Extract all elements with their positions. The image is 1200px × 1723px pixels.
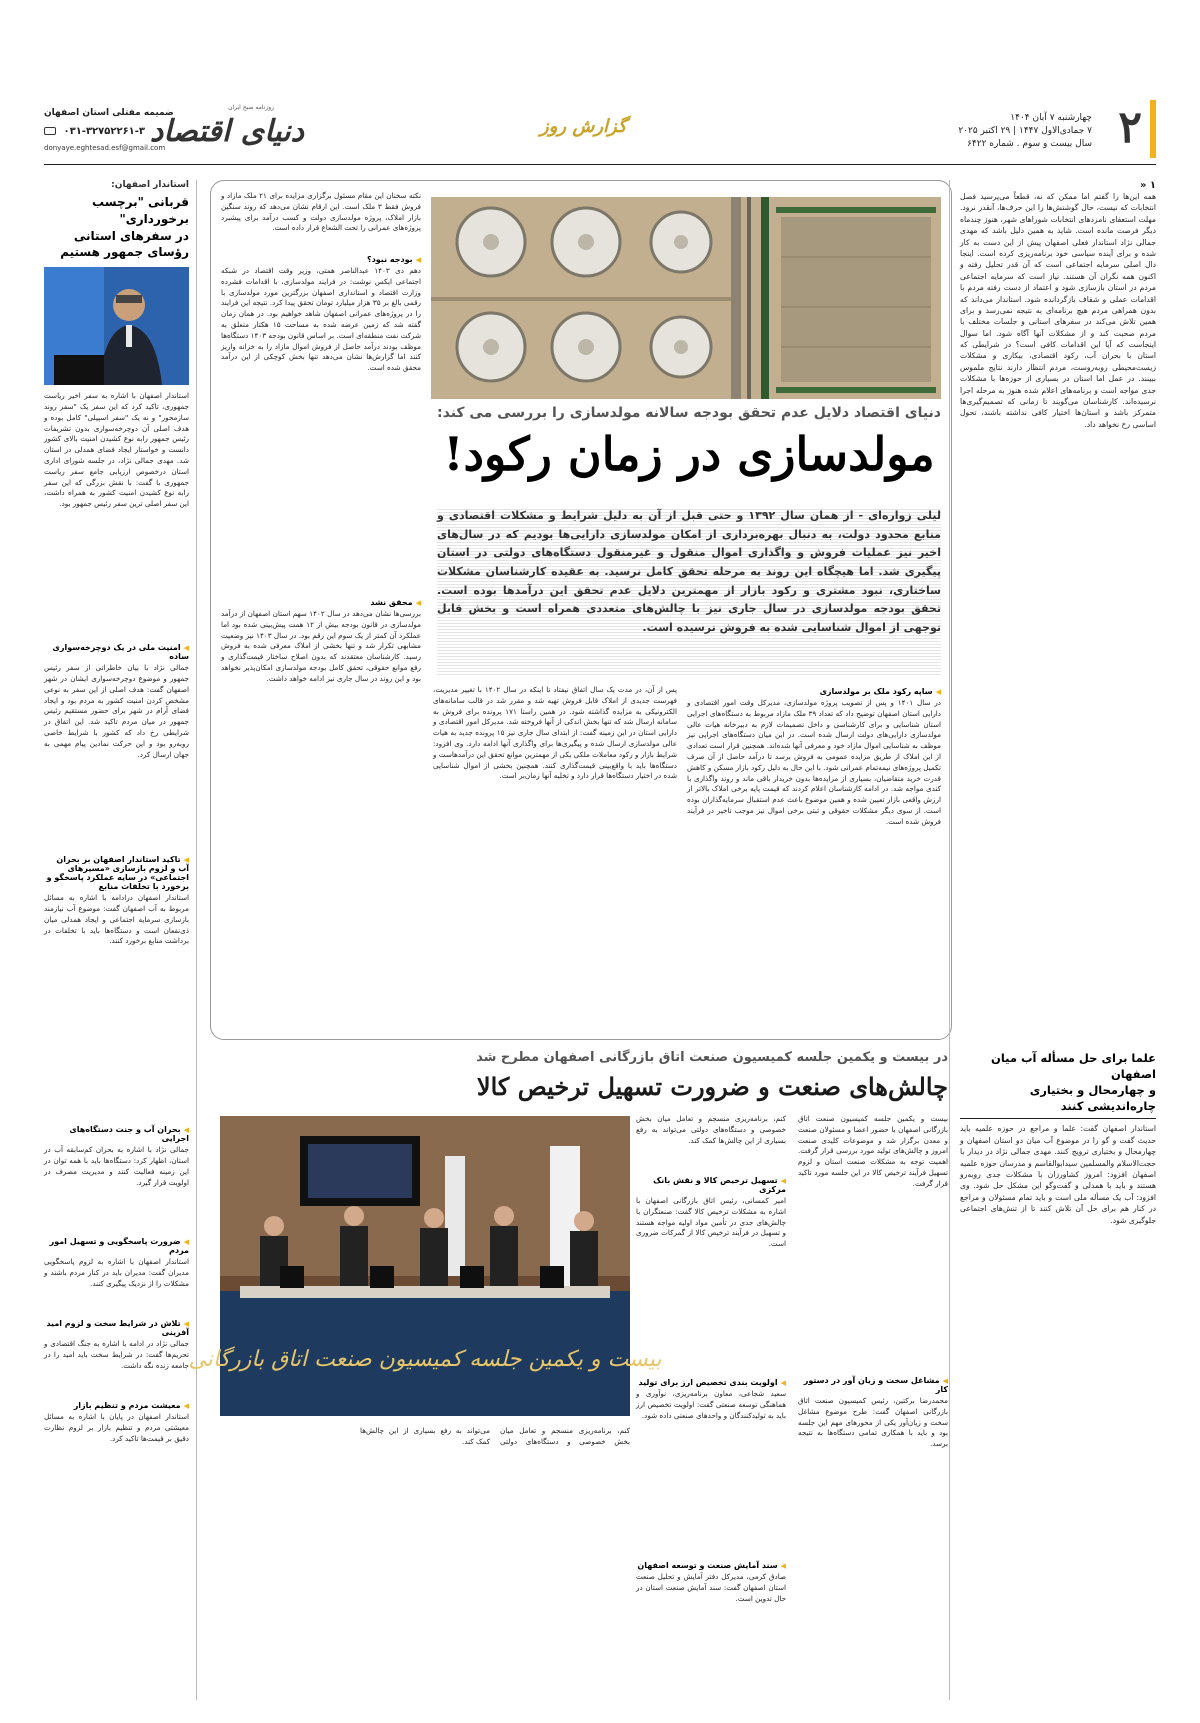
col3-text-b: دهم دی ۱۴۰۳ عبدالناصر همتی، وزیر وقت اقتصاد در شبکه اجتماعی ایکس نوشت: در فرایند مولدسازی، با اقدامات فشرده وزارت اقتصاد و استانداری اصفهان بزرگترین مورد مولدسازی با رقمی بالغ بر ۳۵ هزار میلیارد تومان تحقق پیدا کرد. نتیجه این فرایند را در پروژه‌های عمرانی اصفهان شاهد خواهیم بود. در همان زمان گفته شد که زمین عرضه شده به مساحت ۱۵ هکتار متعلق به شرکت نفت منطقه‌ای است. بر اساس قانون بودجه ۱۴۰۳ دستگاه‌ها موظف بودند درآمد حاصل از فروش اموال مازاد را به خزانه واریز کنند اما گزارش‌ها نشان می‌دهد تنها بخش کوچکی از این درآمد محقق شده است.: [221, 266, 422, 373]
second-kicker: در بیست و یکمین جلسه کمیسیون صنعت اتاق بازرگانی اصفهان مطرح شد: [476, 1050, 948, 1065]
left-sub-6: ◀ معیشت مردم و تنظیم بازار: [44, 1401, 189, 1410]
right-marker: ۱ «: [1139, 180, 1156, 191]
left-sub-4: ◀ ضرورت پاسخگویی و تسهیل امور مردم: [44, 1237, 189, 1255]
right-box-rule: [960, 1118, 1156, 1119]
section-title: گزارش روز: [540, 116, 627, 137]
left-body-5: استاندار اصفهان با اشاره به لزوم پاسخگویی مدیران گفت: مدیران باید در کنار مردم باشند و مشکلات را از نزدیک پیگیری کنند.: [44, 1257, 189, 1288]
left-label: استاندار اصفهان:: [111, 180, 189, 190]
left-body-1: استاندار اصفهان با اشاره به سفر اخیر ریاست جمهوری، تاکید کرد که این سفر یک "سفر روند سازمحور" و نه یک "سفر اسپیلی" کامل بوده و هدف اصلی آن دوچرخه‌سواری بدون تشریفات رئیس جمهور رابه نوع کشیدن امنیت بالای کشور دانست و خواستار ایجاد فضای همدلی در استان شد. مهدی جمالی نژاد، در جلسه شورای اداری استان درخصوص ارزیابی جامع سفر ریاست جمهوری با گفت: با نقش بزرگی که این سفر رابه نوع کشیدن امنیت کشور به همراه داشت، این سفر اصلی ترین سفر رئیس جمهور بود.: [44, 391, 189, 509]
logo-tag: روزنامه صبح ایران: [228, 104, 274, 111]
col2-text: پس از آن، در مدت یک سال اتفاق نیفتاد تا اینکه در سال ۱۴۰۲ با تغییر مدیریت، فهرست جدیدی از املاک قابل فروش تهیه شد و مقرر شد در قالب سامانه‌های الکترونیکی به مزایده گذاشته شود. در همین راستا ۱۷۱ پرونده برای فروش به سامانه ارسال شد که تنها بخش اندکی از آنها فروخته شد. مدیرکل امور اقتصادی و دارایی استان در این زمینه گفت: از ابتدای سال جاری نیز ۱۵ پرونده جدید به هیات عالی مولدسازی ارسال شده و پیگیری‌ها برای واگذاری آنها ادامه دارد. وی افزود: شرایط بازار و رکود معاملات ملکی یکی از مهمترین موانع تحقق این درآمدهاست و دستگاه‌ها باید با واقع‌بینی قیمت‌گذاری کنند. همچنین بخشی از اموال شناسایی شده در اختیار دستگاه‌ها قرار دارد و تخلیه آنها زمان‌بر است.: [433, 685, 678, 781]
main-lead: لیلی زواره‌ای - از همان سال ۱۳۹۲ و حتی قبل از آن به دلیل شرایط و مشکلات اقتصادی و منابع محدود دولت، به دنبال بهره‌برداری از امکان مولدسازی دارایی‌ها بودیم که در سال‌های اخیر نیز عملیات فروش و واگذاری اموال منقول و غیرمنقول دستگاه‌های دولتی در استان پیگیری شد. اما هیچگاه این روند به مرحله تحقق کامل نرسید. به عقیده کارشناسان مشکلات ساختاری، نبود مشتری و رکود بازار از مهمترین دلایل عدم تحقق این درآمدها بوده است. تحقق بودجه مولدسازی در سال جاری نیز با چالش‌های متعددی همراه است و بخش قابل توجهی از اموال شناسایی شده به فروش نرسیده است.: [437, 507, 941, 677]
col1-text: در سال ۱۴۰۱ و پس از تصویب پروژه مولدسازی، مدیرکل وقت امور اقتصادی و دارایی استان اصفهان توضیح داد که تعداد ۳۹ ملک مازاد مربوط به دستگاه‌های اجرایی استان شناسایی و برای کارشناسی و داخل تصمیمات لازم به دبیرخانه هیات عالی مولدسازی دارایی‌های دولت ارسال شده است. در این میان دستگاه‌های اجرایی نیز موظف به شناسایی اموال مازاد خود و معرفی آنها شده‌اند. همچنین قرار است تعدادی از این املاک از طریق مزایده عمومی به فروش برسد تا درآمد حاصل از آن صرف تکمیل پروژه‌های نیمه‌تمام عمرانی شود. با این حال به دلیل رکود بازار مسکن و کاهش قدرت خرید متقاضیان، بسیاری از مزایده‌ها بدون خریدار باقی ماند و روند واگذاری با کندی مواجه شد. در ادامه کارشناسان اعلام کردند که قیمت پایه برخی املاک بالاتر از ارزش واقعی بازار تعیین شده و همین موضوع باعث عدم استقبال سرمایه‌گذاران بوده است. از سوی دیگر مشکلات حقوقی و ثبتی برخی اموال نیز موجب تاخیر در فرآیند فروش شده است.: [687, 698, 941, 826]
col3-text-a: نکته سخنان این مقام مسئول برگزاری مزایده برای ۲۱ ملک مازاد و فروش فقط ۳ ملک است. این ارقام نشان می‌دهد که روند سنگین بازار املاک، پروژه مولدسازی دولت و کسب درآمد برای پیشبرد پروژه‌های عمرانی را تحت الشعاع قرار داده است.: [221, 191, 422, 233]
left-sub-3: ◀ بحران آب و جنت دستگاه‌های اجرایی: [44, 1125, 189, 1143]
date-line-3: سال بیست و سوم . شماره ۶۴۲۲: [967, 139, 1092, 150]
right-column: [960, 180, 1156, 1040]
col3-sub-2: ◀ محقق نشد: [221, 598, 421, 607]
second-headline: چالش‌های صنعت و ضرورت تسهیل ترخیص کالا: [476, 1072, 948, 1101]
right-body: همه این‌ها را گفتم اما ممکن که نه، قطعاً می‌پرسید فصل انتخابات که نیست، حال گوشتش‌ها را این حرف‌ها، آنقدر نرود. مهلت استعفای نامزدهای انتخابات شوراهای شهر، هنوز چندماه دیگر فرصت مانده است. شاید به همین دلیل باشد که مهدی جمالی نژاد استاندار فعلی اصفهان پیش از این دست به کار شده و برای آینده سیاسی خود برنامه‌ریزی کرده است. اینجا دال اصلی سرمایه اجتماعی است که آن قدر تحلیل رفته و اکنون همه نگران آن هستند. نیاز است که سرمایه اجتماعی مردم در استان بازسازی شود و اعتماد از دست رفته مردم با اقدامات عملی و شفاف بازگردانده شود. استاندار می‌داند که بدون همراهی مردم هیچ برنامه‌ای به نتیجه نمی‌رسد و برای همین تلاش می‌کند در سفرهای استانی و جلسات مختلف با مردم صحبت کند و از مشکلات آنها آگاه شود. اما سوال اینجاست که آیا این اقدامات کافی است؟ در شرایطی که استان با بحران آب، رکود اقتصادی، بیکاری و مشکلات زیست‌محیطی روبه‌روست، مردم انتظار دارند نتایج ملموس ببینند. در عمل اما استان در بسیاری از حوزه‌ها با مشکلات جدی مواجه است و برنامه‌های اعلام شده هنوز به مرحله اجرا نرسیده‌اند. کارشناسان می‌گویند تا زمانی که تصمیم‌گیری‌ها متمرکز باشد و استان‌ها اختیار کافی نداشته باشند، تحول اساسی رخ نخواهد داد.: [960, 192, 1156, 429]
left-body-2: جمالی نژاد با بیان خاطراتی از سفر رئیس جمهور و موضوع دوچرخه‌سواری ایشان در شهر اصفهان گفت: هدف اصلی از این سفر به نوعی مشخص کردن امنیت کشور به مردم بود و ایجاد فضای آرام در شهر برای حضور مستقیم رئیس جمهور در میان مردم تاکید شد. این اتفاق در شرایطی رخ داد که کشور با شرایط خاصی روبه‌رو بود و این حرکت نمادین پیام مهمی به جهان ارسال کرد.: [44, 663, 189, 759]
left-sub-1: ◀ امنیت ملی در یک دوچرخه‌سواری ساده: [44, 643, 189, 661]
second-col-a-sub: ◀ مشاغل سخت و زیان آور در دستور کار: [798, 1376, 948, 1394]
accent-bar: [1150, 100, 1156, 158]
second-col-a: [798, 1114, 948, 1694]
second-col-a-text2: محمدرضا برکتین، رئیس کمیسیون صنعت اتاق بازرگانی اصفهان گفت: طرح موضوع مشاغل سخت و زیان‌آور یکی از محورهای مهم این جلسه بود و باید با همکاری تمامی دستگاه‌ها به نتیجه برسد.: [798, 1396, 948, 1449]
date-line-1: چهارشنبه ۷ آبان ۱۴۰۴: [1010, 113, 1092, 123]
second-col-b-text1: امیر کمسانی، رئیس اتاق بازرگانی اصفهان با اشاره به مشکلات ترخیص کالا گفت: صنعتگران با چالش‌های جدی در تأمین مواد اولیه مواجه هستند و تسهیل در فرآیند ترخیص کالا از گمرکات ضروری است.: [636, 1196, 786, 1249]
second-col-b: [636, 1114, 786, 1694]
left-column: [44, 180, 189, 1700]
page-number: ۲: [1118, 102, 1142, 153]
left-body-7: استاندار اصفهان در پایان با اشاره به مسائل معیشتی مردم و تنظیم بازار بر لزوم نظارت دقیق بر قیمت‌ها تاکید کرد.: [44, 1412, 189, 1443]
second-bottom: [220, 1426, 630, 1696]
left-sub-5: ◀ تلاش در شرایط سخت و لزوم امید آفرینی: [44, 1319, 189, 1337]
phone-number: ۰۳۱-۳۲۷۵۲۲۶۱-۳: [44, 126, 145, 137]
meeting-icon: [188, 1116, 662, 1416]
col1-sub: ◀ ساپه رکود ملک بر مولدسازی: [687, 687, 941, 696]
person-photo: [44, 267, 189, 385]
main-col3: [221, 191, 421, 1031]
second-col-b-sub2: ◀ اولویت بندی تخصیص ارز برای تولید: [636, 1378, 786, 1387]
tanks-icon: [431, 197, 941, 399]
second-col-b-sub1: ◀ تسهیل ترخیص کالا و نقش بانک مرکزی: [636, 1176, 786, 1194]
left-divider: [196, 180, 197, 1700]
main-col2: [433, 685, 677, 1035]
second-col-a-text: بیست و یکمین جلسه کمیسیون صنعت اتاق بازرگانی اصفهان با حضور اعضا و مسئولان صنعت و معدن برگزار شد و موضوعات کلیدی صنعت امروز و چالش‌های تولید مورد بررسی قرار گرفت. اهمیت توجه به مشکلات صنعت استان و لزوم تسهیل فرآیند ترخیص کالا در این جلسه مورد تاکید قرار گرفت.: [798, 1114, 948, 1188]
left-body-6: جمالی نژاد در ادامه با اشاره به جنگ اقتصادی و تحریم‌ها گفت: در شرایط سخت باید امید را در جامعه زنده نگه داشت.: [44, 1339, 189, 1370]
second-col-b-text: کنم، برنامه‌ریزی منسجم و تعامل میان بخش خصوصی و دستگاه‌های دولتی می‌تواند به رفع بسیاری از این چالش‌ها کمک کند.: [636, 1114, 786, 1145]
second-bottom-text: کنم، برنامه‌ریزی منسجم و تعامل میان بخش خصوصی و دستگاه‌های دولتی می‌تواند به رفع بسیاری از این چالش‌ها کمک کند.: [360, 1426, 630, 1446]
second-col-b-text3: صادق کرمی، مدیرکل دفتر آمایش و تحلیل صنعت استان اصفهان گفت: سند آمایش صنعت استان در حال تدوین است.: [636, 1572, 786, 1603]
photo-caption: بیست و یکمین جلسه کمیسیون صنعت اتاق بازرگانی: [188, 1347, 662, 1372]
right-box-headline: علما برای حل مسأله آب میان اصفهان و چهارمحال و بختیاری چاره‌اندیشی کنند: [991, 1051, 1156, 1114]
right-box: [960, 1050, 1156, 1700]
main-kicker: دنیای اقتصاد دلایل عدم تحقق بودجه سالانه مولدسازی را بررسی می کند:: [437, 405, 941, 421]
main-col1: [687, 685, 941, 1035]
phone-icon: [44, 127, 56, 135]
date-block: [892, 112, 1092, 151]
col3-text-c: بررسی‌ها نشان می‌دهد در سال ۱۴۰۲ سهم استان اصفهان از درآمد مولدسازی در قانون بودجه بیش از ۱۲ همت پیش‌بینی شده بود اما عملکرد آن کمتر از یک سوم این رقم بود. در سال ۱۴۰۳ نیز وضعیت مشابهی تکرار شد و تنها بخشی از املاک معرفی شده به فروش رسید. کارشناسان معتقدند که بدون اصلاح ساختار قیمت‌گذاری و رفع موانع حقوقی، تحقق کامل بودجه مولدسازی امکان‌پذیر نخواهد بود و این روند در سال جاری نیز ادامه خواهد داشت.: [221, 609, 421, 683]
left-headline: قربانی "برچسب برخورداری" در سفرهای استانی رؤسای جمهور هستیم: [60, 195, 189, 260]
meeting-photo: [188, 1116, 662, 1416]
portrait-icon: [44, 267, 189, 385]
aerial-photo: [431, 197, 941, 399]
main-headline: مولدسازی در زمان رکود!: [443, 427, 935, 481]
left-body-3: استاندار اصفهان درادامه با اشاره به مسائل مربوط به آب اصفهان گفت: موضوع آب نیازمند بازسازی سرمایه اجتماعی و ایجاد همدلی میان ذی‌نفعان است و دستگاه‌ها باید با تخلفات در برداشت منابع برخورد کنند.: [44, 893, 189, 946]
second-col-b-text2: سعید شجاعی، معاون برنامه‌ریزی، نوآوری و هماهنگی توسعه صنعتی گفت: اولویت تخصیص ارز باید به تولیدکنندگان و واحدهای صنعتی داده شود.: [636, 1389, 786, 1420]
col3-sub-1: ◀ بودجه نبود؟: [221, 255, 421, 264]
header-rule: [44, 164, 1156, 165]
supplement-label: ضمیمه مفتلی استان اصفهان: [44, 108, 174, 118]
second-col-b-sub3: ◀ سند آمایش صنعت و توسعه اصفهان: [636, 1561, 786, 1570]
main-article: [210, 180, 952, 1040]
second-article: [188, 1050, 952, 1700]
left-sub-2: ◀ تاکید استاندار اصفهان بر بحران آب و لزوم بازسازی «مسیرهای اجتماعی» در سایه عملکرد پاسخگو و برخورد با تخلفات منابع: [44, 855, 189, 891]
masthead: [44, 100, 304, 162]
right-box-body: استاندار اصفهان گفت: علما و مراجع در حوزه علمیه باید حدیث گفت و گو را در موضوع آب میان دو استان اصفهان و چهارمحال و بختیاری ترویج کنند. مهدی جمالی نژاد در دیدار با حجت‌الاسلام والمسلمین سیدابوالقاسم و مدرسان حوزه علمیه اصفهان افزود: امروز کشاورزان با مشکلات جدی روبه‌رو هستند و باید با همدلی و گفت‌وگو این مشکل حل شود. وی افزود: آب یک مسأله ملی است و باید تمام مسئولان و مراجع در کنار هم برای حل آن تلاش کنند تا از تنش‌های اجتماعی جلوگیری شود.: [960, 1124, 1156, 1225]
logo: دنیای اقتصاد: [149, 114, 304, 149]
date-line-2: ۷ جمادی‌الاول ۱۴۴۷ | ۲۹ اکتبر ۲۰۲۵: [958, 126, 1092, 137]
left-body-4: جمالی نژاد با اشاره به بحران کم‌سابقه آب در استان، اظهار کرد: دستگاه‌ها باید با همه توان در این زمینه فعالیت کنند و مدیریت مصرف در اولویت قرار گیرد.: [44, 1145, 189, 1187]
email[interactable]: donyaye.eghtesad.esf@gmail.com: [44, 144, 166, 152]
